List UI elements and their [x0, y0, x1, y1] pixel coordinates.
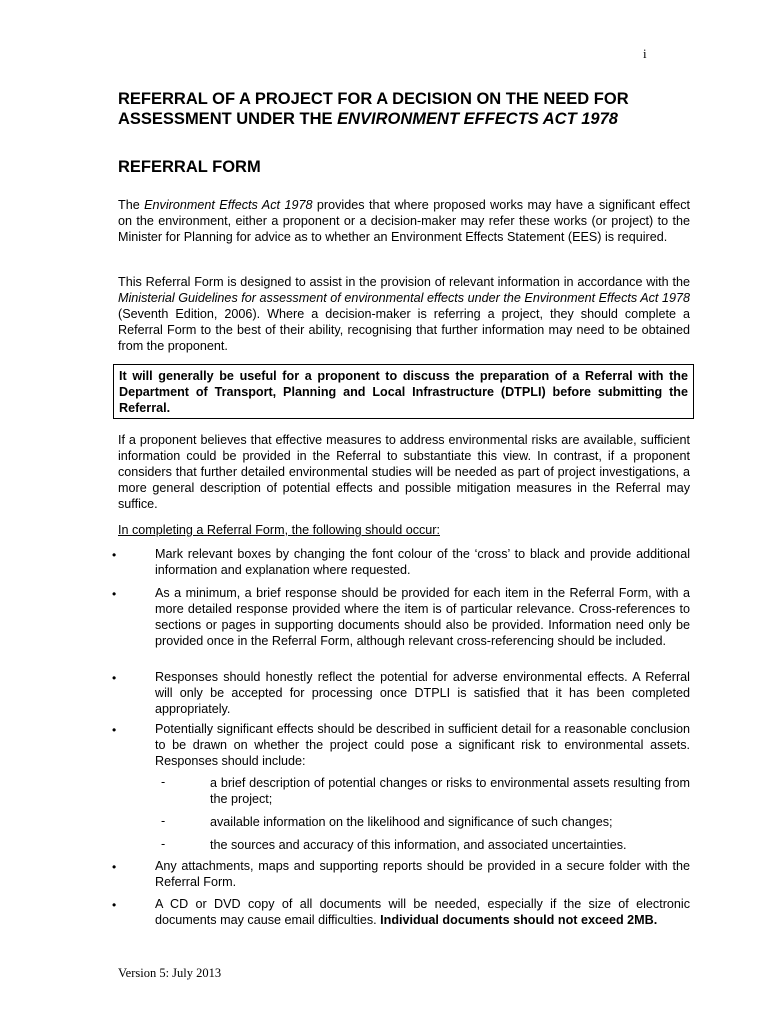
sub-list-item: available information on the likelihood and significance of such changes; [210, 815, 613, 829]
list-item: Potentially significant effects should be described in sufficient detail for a reasonable conclusion to be drawn on whether the project could pose a significant risk to environmental assets. Responses should include: [155, 722, 690, 768]
dash-marker: - [161, 814, 166, 828]
body-paragraph: If a proponent believes that effective measures to address environmental risks are available, sufficient information could be provided in the Referral to substantiate this view. In contrast, if a proponent considers that further detailed environmental studies will be needed as part of project investigations, a more general description of potential effects and possible mitigation measures in the Referral may suffice. [118, 433, 690, 511]
sub-list-item: a brief description of potential changes or risks to environmental assets resulting from the project; [210, 776, 690, 806]
bullet-marker: • [112, 548, 117, 562]
guidelines-reference: Ministerial Guidelines for assessment of environmental effects under the Environment Effects Act 1978 [118, 291, 690, 305]
bullet-marker: • [112, 587, 117, 601]
page-number: i [643, 46, 647, 61]
list-intro: In completing a Referral Form, the following should occur: [118, 523, 440, 537]
dash-marker: - [161, 775, 166, 789]
dash-marker: - [161, 837, 166, 851]
list-item: As a minimum, a brief response should be provided for each item in the Referral Form, with a more detailed response provided where the item is of particular relevance. Cross-references to sections or pages in supporting documents should also be provided. Information need only be provided once in the Referral Form, although relevant cross-referencing should be included. [155, 586, 690, 648]
bullet-marker: • [112, 723, 117, 737]
title-act-name: ENVIRONMENT EFFECTS ACT 1978 [337, 110, 618, 128]
act-reference: Environment Effects Act 1978 [144, 198, 313, 212]
list-item: Any attachments, maps and supporting reports should be provided in a secure folder with the Referral Form. [155, 859, 690, 889]
size-limit-note: Individual documents should not exceed 2MB. [380, 913, 658, 927]
notice-box: It will generally be useful for a proponent to discuss the preparation of a Referral with the Department of Transport, Planning and Local Infrastructure (DTPLI) before submitting the Referral. [113, 364, 694, 419]
list-item: A CD or DVD copy of all documents will be needed, especially if the size of electronic documents may cause email difficulties. Individual documents should not exceed 2MB. [155, 897, 690, 927]
bullet-marker: • [112, 671, 117, 685]
title-line-1: REFERRAL OF A PROJECT FOR A DECISION ON THE NEED FOR [118, 90, 629, 108]
bullet-marker: • [112, 898, 117, 912]
version-footer: Version 5: July 2013 [118, 966, 222, 980]
bullet-marker: • [112, 860, 117, 874]
document-title [118, 89, 698, 129]
section-heading: REFERRAL FORM [118, 158, 261, 176]
intro-paragraph-1: The Environment Effects Act 1978 provides that where proposed works may have a significant effect on the environment, either a proponent or a decision-maker may refer these works (or project) to the Minister for Planning for advice as to whether an Environment Effects Statement (EES) is required. [118, 198, 691, 244]
title-line-2-prefix: ASSESSMENT UNDER THE [118, 110, 338, 128]
list-item: Mark relevant boxes by changing the font colour of the ‘cross’ to black and provide additional information and explanation where requested. [155, 547, 690, 577]
sub-list-item: the sources and accuracy of this information, and associated uncertainties. [210, 838, 627, 852]
intro-paragraph-2: This Referral Form is designed to assist in the provision of relevant information in accordance with the Ministerial Guidelines for assessment of environmental effects under the Environment Effects Act 1978 (Seventh Edition, 2006). Where a decision-maker is referring a project, they should complete a Referral Form to the best of their ability, recognising that further information may need to be obtained from the proponent. [118, 275, 690, 353]
list-item: Responses should honestly reflect the potential for adverse environmental effects. A Referral will only be accepted for processing once DTPLI is satisfied that it has been completed appropriately. [155, 670, 690, 716]
